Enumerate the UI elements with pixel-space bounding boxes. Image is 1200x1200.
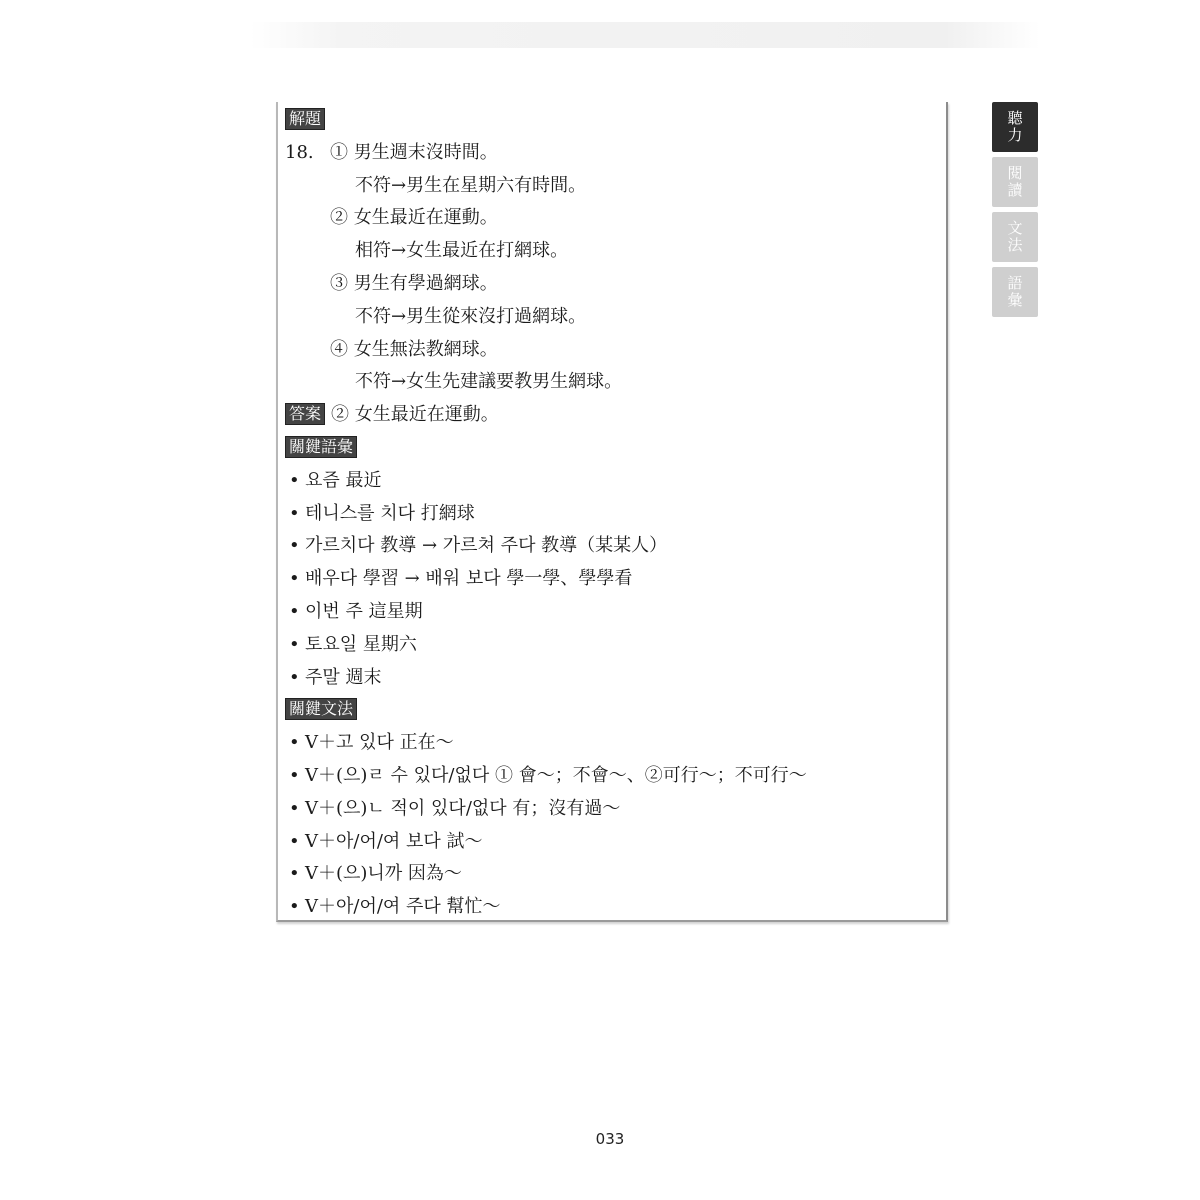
bullet-icon: • [289, 600, 300, 622]
bullet-icon: • [289, 502, 300, 524]
question-option-3: ③ 男生有學過網球。 [330, 272, 498, 294]
vocab-item: • 테니스를 치다 打網球 [285, 498, 935, 531]
question-option-4: ④ 女生無法教網球。 [330, 338, 498, 360]
bullet-icon: • [289, 633, 300, 655]
explanation-tag: 解題 [285, 108, 325, 130]
vocab-item: • 가르치다 教導 → 가르쳐 주다 教導（某某人） [285, 530, 935, 563]
option-note: 不符→男生在星期六有時間。 [355, 174, 587, 196]
bullet-icon: • [289, 863, 300, 885]
header-decoration [250, 22, 1040, 48]
tab-reading[interactable]: 閱讀 [992, 157, 1038, 207]
bullet-icon: • [289, 764, 300, 786]
grammar-item: • V＋고 있다 正在～ [285, 727, 935, 760]
question-option-1 [285, 137, 935, 170]
bullet-icon: • [289, 469, 300, 491]
grammar-item: • V＋(으)니까 因為～ [285, 858, 935, 891]
option-note: 不符→女生先建議要教男生網球。 [355, 371, 623, 393]
vocab-item: • 주말 週末 [285, 662, 935, 695]
grammar-item: • V＋(으)ㄴ 적이 있다/없다 有；沒有過～ [285, 793, 935, 826]
question-number: 18. [285, 141, 314, 163]
vocab-item: • 요즘 最近 [285, 465, 935, 498]
vocab-item: • 토요일 星期六 [285, 629, 935, 662]
grammar-tag: 關鍵文法 [285, 698, 357, 720]
vocab-item: • 이번 주 這星期 [285, 596, 935, 629]
tab-listening[interactable]: 聽力 [992, 102, 1038, 152]
grammar-item: • V＋아/어/여 보다 試～ [285, 826, 935, 859]
tab-grammar[interactable]: 文法 [992, 212, 1038, 262]
option-note: 不符→男生從來沒打過網球。 [355, 305, 587, 327]
bullet-icon: • [289, 666, 300, 688]
vocab-item: • 배우다 學習 → 배워 보다 學一學、學學看 [285, 563, 935, 596]
vocab-tag: 關鍵語彙 [285, 436, 357, 458]
grammar-heading [285, 694, 935, 727]
explanation-heading [285, 104, 935, 137]
bullet-icon: • [289, 896, 300, 918]
question-option-2: ② 女生最近在運動。 [330, 207, 498, 229]
page-number: 033 [595, 1130, 625, 1148]
grammar-item: • V＋아/어/여 주다 幫忙～ [285, 891, 935, 924]
answer-line [285, 399, 935, 432]
bullet-icon: • [289, 732, 300, 754]
option-note: 相符→女生最近在打網球。 [355, 240, 569, 262]
answer-tag: 答案 [285, 403, 325, 425]
answer-text: ② 女生最近在運動。 [331, 404, 499, 426]
bullet-icon: • [289, 797, 300, 819]
tab-vocabulary[interactable]: 語彙 [992, 267, 1038, 317]
page-content [285, 104, 935, 924]
section-tabs [992, 102, 1038, 322]
bullet-icon: • [289, 568, 300, 590]
option-text: ① 男生週末沒時間。 [330, 141, 498, 163]
grammar-item: • V＋(으)ㄹ 수 있다/없다 ① 會～；不會～、②可行～；不可行～ [285, 760, 935, 793]
bullet-icon: • [289, 535, 300, 557]
bullet-icon: • [289, 830, 300, 852]
vocab-heading [285, 432, 935, 465]
